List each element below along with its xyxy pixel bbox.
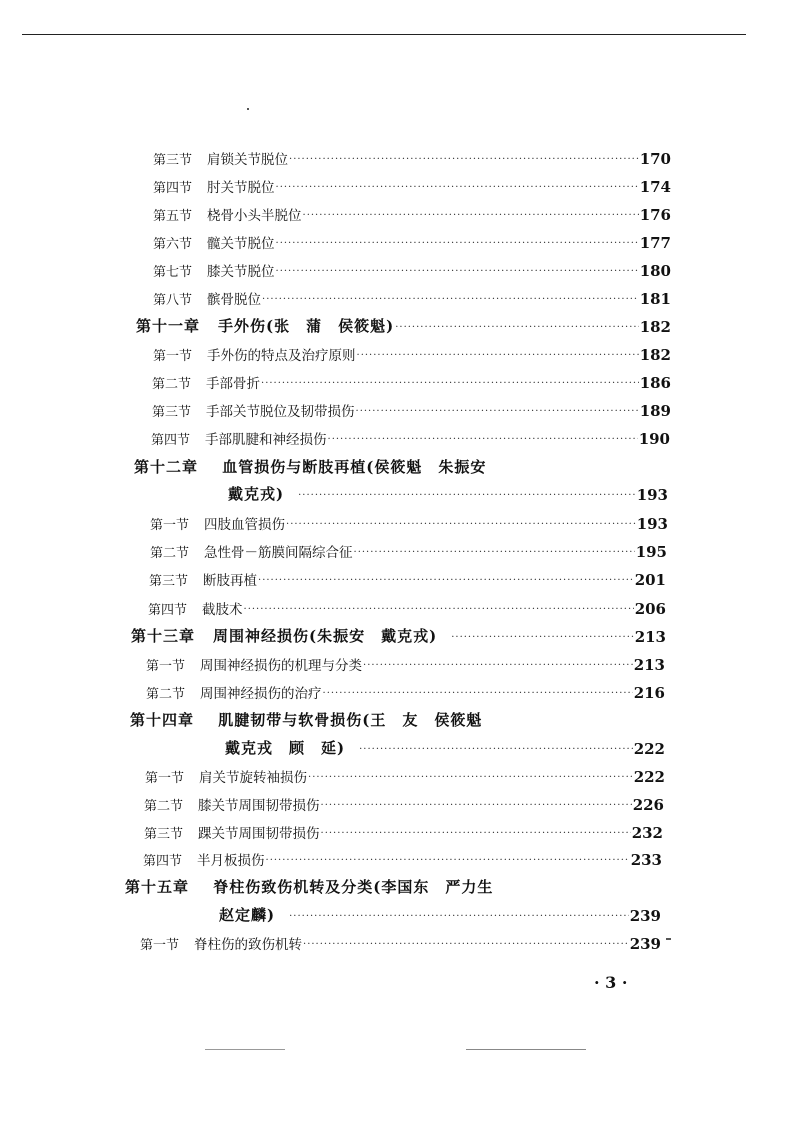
toc-page: 190: [638, 430, 670, 448]
toc-entry: [150, 539, 667, 561]
toc-number: 第二节: [150, 546, 190, 561]
toc-page: 222: [633, 768, 665, 786]
toc-title: 踝关节周围韧带损伤: [198, 826, 320, 842]
dot-leader: [323, 688, 633, 699]
toc-entry: [144, 792, 664, 814]
toc-entry: [153, 146, 671, 168]
toc-title: 半月板损伤: [197, 853, 265, 869]
toc-chapter-title: 脊柱伤致伤机转及分类(李国东 严力生: [213, 878, 494, 896]
toc-chapter-number: 第十五章: [125, 878, 190, 896]
toc-number: 第六节: [153, 237, 193, 252]
dot-leader: [395, 322, 638, 333]
toc-chapter-heading: [125, 876, 493, 897]
dot-leader: [298, 490, 636, 501]
toc-entry: [153, 230, 671, 252]
toc-page: 186: [639, 374, 671, 392]
toc-page: 239: [629, 935, 661, 953]
toc-number: 第二节: [152, 377, 192, 392]
dot-leader: [363, 660, 633, 671]
toc-title: 肩关节旋转袖损伤: [199, 770, 308, 786]
dot-leader: [244, 604, 634, 615]
dot-leader: [328, 434, 638, 445]
toc-chapter-continuation: [225, 736, 665, 758]
dot-leader: [359, 744, 633, 755]
toc-page: 233: [630, 851, 662, 869]
toc-title: 手部肌腱和神经损伤: [205, 432, 327, 448]
toc-chapter-title-continued: 赵定麟): [219, 906, 276, 924]
toc-number: 第五节: [153, 209, 193, 224]
toc-page: 195: [635, 543, 667, 561]
toc-number: 第二节: [144, 799, 184, 814]
toc-page: 193: [636, 486, 668, 504]
toc-entry: [140, 931, 661, 953]
dot-leader: [266, 855, 630, 866]
toc-number: 第四节: [153, 181, 193, 196]
toc-chapter-continuation: [228, 482, 668, 504]
dot-leader: [276, 182, 639, 193]
dot-leader: [289, 911, 629, 922]
toc-page: 176: [639, 206, 671, 224]
toc-number: 第四节: [148, 603, 188, 618]
toc-page: 174: [639, 178, 671, 196]
toc-page: 189: [639, 402, 671, 420]
toc-entry: [150, 511, 668, 533]
toc-title: 手外伤的特点及治疗原则: [207, 348, 356, 364]
toc-entry: [153, 286, 671, 308]
toc-page: 201: [634, 571, 666, 589]
toc-page: 193: [636, 515, 668, 533]
dot-leader: [262, 294, 639, 305]
scan-speck: [666, 938, 671, 940]
toc-chapter-title-continued: 戴克戎 顾 延): [225, 739, 346, 757]
dot-leader: [308, 772, 633, 783]
toc-entry: [143, 847, 662, 869]
toc-number: 第四节: [143, 854, 183, 869]
toc-page: 239: [629, 907, 661, 925]
toc-title: 脊柱伤的致伤机转: [194, 937, 303, 953]
toc-page: 213: [633, 656, 665, 674]
dot-leader: [289, 154, 639, 165]
toc-number: 第三节: [144, 827, 184, 842]
toc-chapter-number: 第十三章: [131, 627, 196, 645]
dot-leader: [354, 547, 635, 558]
toc-title: 髋关节脱位: [207, 236, 275, 252]
dot-leader: [276, 266, 639, 277]
toc-chapter-title: 手外伤(张 蒲 侯筱魁): [218, 317, 395, 335]
toc-entry: [151, 426, 670, 448]
toc-title: 肘关节脱位: [207, 180, 275, 196]
toc-page: 232: [631, 824, 663, 842]
toc-entry: [149, 567, 666, 589]
toc-entry: [153, 174, 671, 196]
toc-chapter-number: 第十一章: [136, 317, 201, 335]
toc-page: 181: [639, 290, 671, 308]
toc-entry: [152, 398, 671, 420]
toc-number: 第四节: [151, 433, 191, 448]
toc-number: 第二节: [146, 687, 186, 702]
dot-leader: [303, 939, 629, 950]
dot-leader: [451, 632, 633, 643]
toc-entry: [146, 680, 665, 702]
toc-entry: [153, 258, 671, 280]
toc-title: 手部关节脱位及韧带损伤: [206, 404, 355, 420]
toc-title: 膝关节脱位: [207, 264, 275, 280]
toc-title: 断肢再植: [203, 573, 258, 589]
dot-leader: [276, 238, 639, 249]
toc-number: 第三节: [152, 405, 192, 420]
toc-title: 膝关节周围韧带损伤: [198, 798, 320, 814]
dot-leader: [321, 800, 632, 811]
toc-entry: [153, 342, 671, 364]
scan-speck: [247, 108, 249, 110]
toc-entry: [145, 764, 665, 786]
toc-title: 四肢血管损伤: [204, 517, 286, 533]
toc-title: 桡骨小头半脱位: [207, 208, 302, 224]
scan-speck: [205, 1049, 285, 1050]
toc-number: 第一节: [146, 659, 186, 674]
dot-leader: [261, 378, 639, 389]
toc-page: 226: [632, 796, 664, 814]
toc-page: 213: [634, 628, 666, 646]
scan-speck: [466, 1049, 586, 1050]
toc-entry: [144, 820, 663, 842]
toc-title: 肩锁关节脱位: [207, 152, 289, 168]
toc-number: 第一节: [140, 938, 180, 953]
toc-chapter-title-continued: 戴克戎): [228, 485, 285, 503]
toc-entry: [152, 370, 671, 392]
page-number: · 3 ·: [594, 973, 628, 992]
dot-leader: [258, 575, 634, 586]
dot-leader: [303, 210, 639, 221]
toc-chapter-entry: [136, 314, 671, 336]
toc-page: 182: [639, 346, 671, 364]
dot-leader: [356, 406, 639, 417]
toc-number: 第三节: [149, 574, 189, 589]
toc-chapter-entry: [131, 624, 666, 646]
toc-number: 第七节: [153, 265, 193, 280]
toc-title: 周围神经损伤的治疗: [200, 686, 322, 702]
toc-title: 髌骨脱位: [207, 292, 262, 308]
toc-title: 截肢术: [202, 602, 243, 618]
dot-leader: [357, 350, 639, 361]
toc-title: 手部骨折: [206, 376, 261, 392]
toc-chapter-title: 血管损伤与断肢再植(侯筱魁 朱振安: [222, 458, 487, 476]
toc-number: 第一节: [145, 771, 185, 786]
toc-number: 第八节: [153, 293, 193, 308]
toc-number: 第一节: [150, 518, 190, 533]
toc-number: 第一节: [153, 349, 193, 364]
toc-chapter-title: 肌腱韧带与软骨损伤(王 友 侯筱魁: [218, 711, 483, 729]
toc-chapter-continuation: [219, 903, 661, 925]
toc-page: 170: [639, 150, 671, 168]
toc-chapter-number: 第十四章: [130, 711, 195, 729]
toc-title: 急性骨－筋膜间隔综合征: [204, 545, 353, 561]
toc-chapter-heading: [134, 456, 486, 477]
toc-page: 216: [633, 684, 665, 702]
toc-page: 180: [639, 262, 671, 280]
dot-leader: [321, 828, 631, 839]
toc-entry: [148, 596, 666, 618]
toc-page: 222: [633, 740, 665, 758]
toc-chapter-number: 第十二章: [134, 458, 199, 476]
dot-leader: [286, 519, 636, 530]
toc-chapter-heading: [130, 709, 482, 730]
toc-page: 206: [634, 600, 666, 618]
toc-title: 周围神经损伤的机理与分类: [200, 658, 363, 674]
toc-page: 182: [639, 318, 671, 336]
toc-page: 177: [639, 234, 671, 252]
toc-entry: [146, 652, 665, 674]
toc-number: 第三节: [153, 153, 193, 168]
toc-entry: [153, 202, 671, 224]
toc-chapter-title: 周围神经损伤(朱振安 戴克戎): [213, 627, 438, 645]
